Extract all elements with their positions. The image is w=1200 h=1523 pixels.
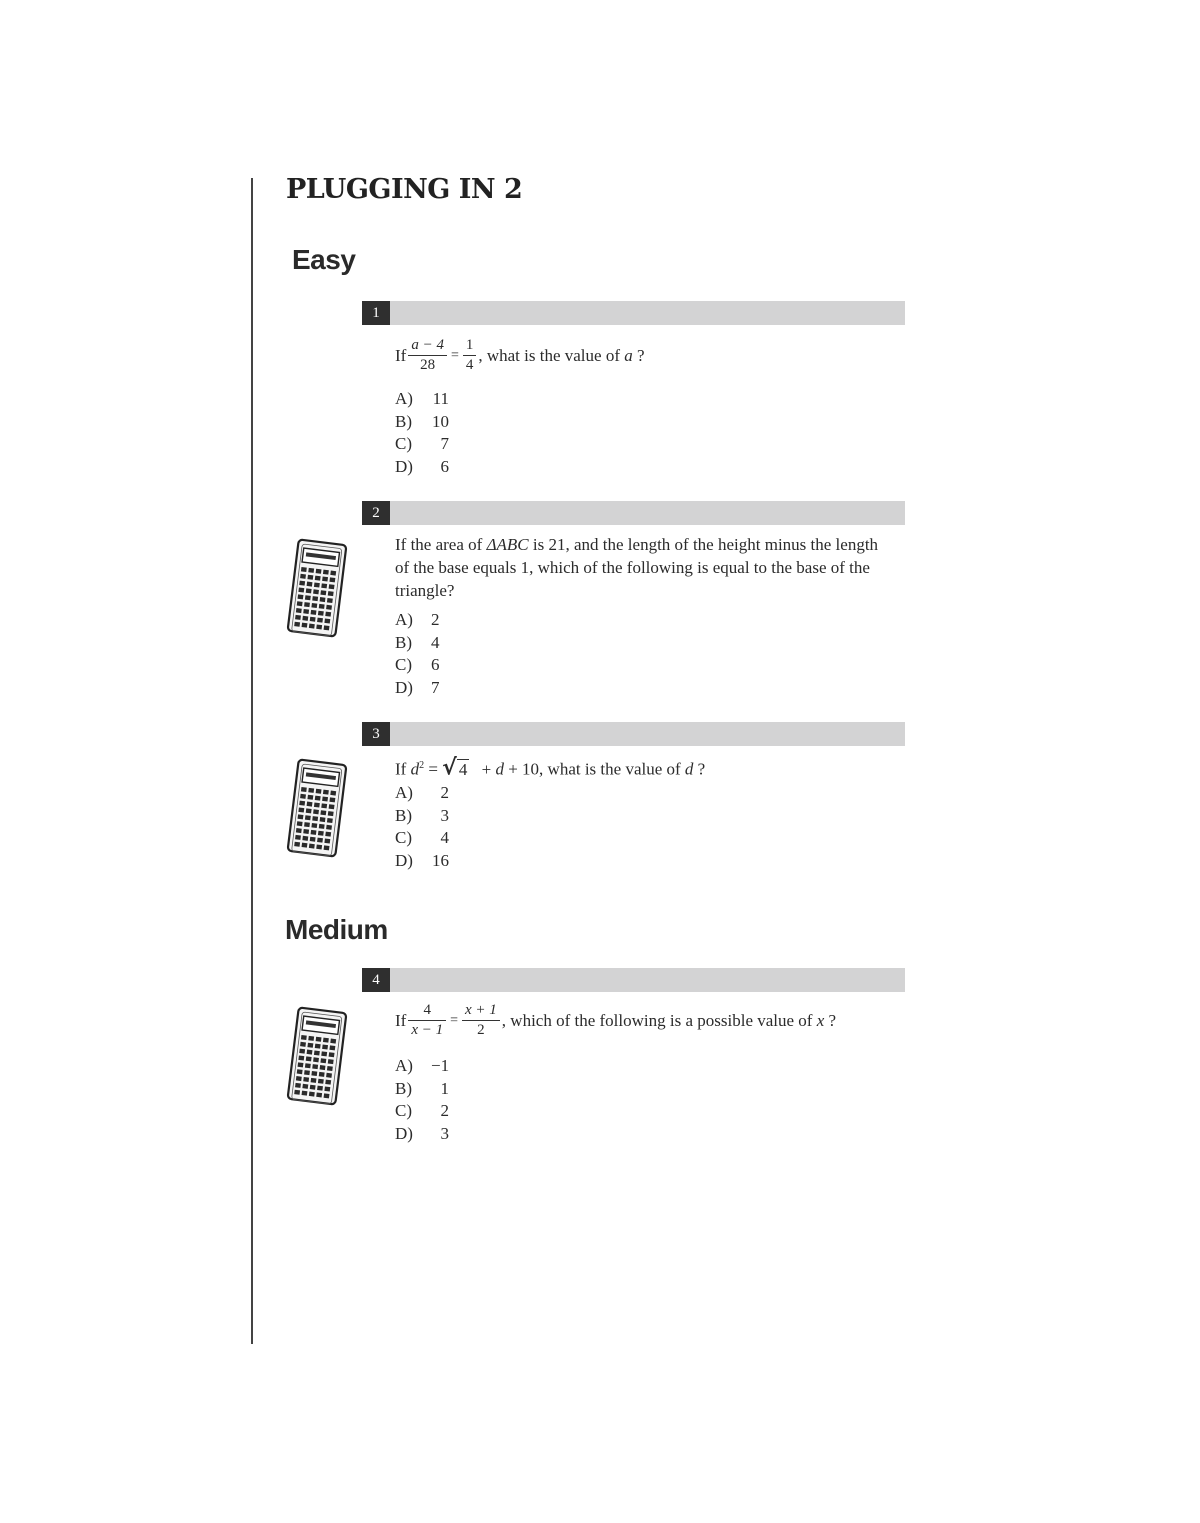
choice-letter: A) <box>395 1056 413 1075</box>
choice-letter: A) <box>395 389 413 408</box>
q1-choice-d[interactable] <box>395 456 449 479</box>
q4-fraction-right-numerator: x + 1 <box>462 1001 500 1021</box>
q4-fraction-left-numerator: 4 <box>408 1001 446 1021</box>
choice-value: 16 <box>432 851 449 871</box>
q2-choice-d[interactable] <box>395 677 440 700</box>
q4-choice-c[interactable] <box>395 1100 449 1123</box>
q3-variable: d <box>410 759 420 779</box>
question-1-number: 1 <box>362 301 390 325</box>
choice-value: 1 <box>440 1078 449 1098</box>
choice-letter: B) <box>395 805 412 825</box>
q2-choice-b[interactable] <box>395 632 440 655</box>
q4-fraction-left <box>408 1001 446 1040</box>
q3-plus: + <box>481 759 492 779</box>
choice-letter: D) <box>395 678 413 698</box>
q1-question-mark: ? <box>637 346 645 365</box>
q3-question-text: + 10, what is the value of <box>508 759 681 779</box>
q1-fraction-left-denominator: 28 <box>420 357 436 373</box>
q3-choice-b[interactable] <box>395 805 449 828</box>
page-title: PLUGGING IN 2 <box>286 174 523 205</box>
choice-letter: B) <box>395 632 412 652</box>
question-3-number: 3 <box>362 722 390 746</box>
choice-letter: C) <box>395 434 412 454</box>
choice-letter: D) <box>395 851 413 871</box>
q3-choice-c[interactable] <box>395 827 449 850</box>
q2-choice-a[interactable] <box>395 609 440 632</box>
q2-text-rest: is 21, and the length of the height minus the length of the base equals 1, which of the following is equal to the base of the triangle? <box>395 535 879 600</box>
choice-value: 10 <box>432 411 449 431</box>
choice-value: 3 <box>440 1124 449 1144</box>
calculator-icon <box>285 756 349 860</box>
calculator-icon <box>285 1004 349 1108</box>
choice-value: 2 <box>431 610 440 629</box>
q1-equals: = <box>450 348 459 363</box>
q3-equals: = <box>428 759 438 779</box>
question-2-number: 2 <box>362 501 390 525</box>
q1-choice-b[interactable] <box>395 411 449 434</box>
question-2-stem <box>395 533 895 602</box>
question-2-header-bar <box>362 501 905 525</box>
choice-value: 7 <box>440 434 449 454</box>
question-1-header-bar <box>362 301 905 325</box>
q1-choice-c[interactable] <box>395 433 449 456</box>
choice-value: 3 <box>440 805 449 825</box>
q1-fraction-left-numerator: a − 4 <box>408 336 447 356</box>
q1-fraction-right-numerator: 1 <box>463 336 477 356</box>
q4-choice-d[interactable] <box>395 1123 449 1146</box>
q1-fraction-right <box>463 336 477 375</box>
question-3-header-bar <box>362 722 905 746</box>
choice-value: 4 <box>431 632 440 652</box>
question-4-header-bar <box>362 968 905 992</box>
margin-rule <box>251 178 253 1344</box>
choice-letter: A) <box>395 610 413 629</box>
section-heading-easy: Easy <box>292 244 356 275</box>
choice-value: 6 <box>431 655 440 675</box>
q1-fraction-right-denominator: 4 <box>465 357 474 373</box>
question-3-choices <box>395 782 449 873</box>
q4-fraction-left-denominator: x − 1 <box>411 1022 444 1038</box>
choice-value: 6 <box>440 457 449 477</box>
q4-fraction-right <box>462 1001 500 1040</box>
choice-value: 4 <box>440 828 449 848</box>
question-1-choices <box>395 388 449 479</box>
q3-variable-2: d <box>495 759 504 779</box>
choice-letter: C) <box>395 655 412 675</box>
choice-value: 11 <box>432 389 449 408</box>
q4-fraction-right-denominator: 2 <box>477 1022 485 1038</box>
q1-question-text: , what is the value of <box>478 346 620 365</box>
q3-choice-a[interactable] <box>395 782 449 805</box>
q4-question-mark: ? <box>828 1011 837 1030</box>
calculator-icon <box>285 536 349 640</box>
choice-value: 2 <box>440 783 449 802</box>
q1-variable: a <box>624 346 633 365</box>
choice-letter: C) <box>395 1101 412 1121</box>
q4-choice-a[interactable] <box>395 1055 449 1078</box>
square-root-icon: √ <box>442 755 457 781</box>
choice-letter: D) <box>395 457 413 477</box>
q3-question-mark: ? <box>697 759 706 779</box>
question-2-choices <box>395 609 440 700</box>
q1-if: If <box>395 346 407 365</box>
choice-value: 2 <box>440 1101 449 1121</box>
q4-equals: = <box>450 1013 459 1028</box>
choice-letter: B) <box>395 411 412 431</box>
choice-letter: A) <box>395 783 413 802</box>
q1-fraction-left <box>408 336 447 375</box>
question-1-stem <box>395 336 645 375</box>
q1-choice-a[interactable] <box>395 388 449 411</box>
q3-exponent: 2 <box>419 760 425 771</box>
q4-choice-b[interactable] <box>395 1078 449 1101</box>
q2-text-start: If the area of <box>395 535 483 554</box>
choice-letter: B) <box>395 1078 412 1098</box>
q3-radicand: 4 <box>458 759 468 779</box>
q3-if: If <box>395 759 407 779</box>
choice-letter: D) <box>395 1124 413 1144</box>
question-4-stem <box>395 1001 836 1040</box>
question-4-choices <box>395 1055 449 1146</box>
question-4-number: 4 <box>362 968 390 992</box>
choice-value: −1 <box>431 1056 450 1075</box>
q2-triangle-label: ΔABC <box>486 535 529 554</box>
q3-choice-d[interactable] <box>395 850 449 873</box>
choice-letter: C) <box>395 828 412 848</box>
q2-choice-c[interactable] <box>395 654 440 677</box>
q4-question-text: , which of the following is a possible value of <box>501 1011 813 1030</box>
q4-if: If <box>395 1011 407 1030</box>
question-3-stem <box>395 754 705 781</box>
q4-variable: x <box>816 1011 825 1030</box>
q3-variable-3: d <box>684 759 694 779</box>
choice-value: 7 <box>431 678 440 698</box>
section-heading-medium: Medium <box>285 914 388 945</box>
